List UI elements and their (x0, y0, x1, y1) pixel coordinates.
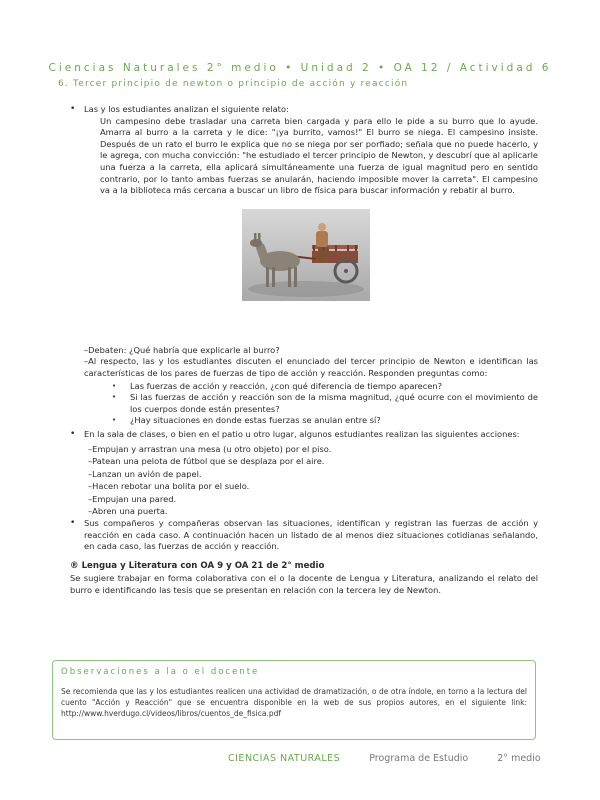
main-content (70, 104, 538, 597)
teacher-observations-box (52, 660, 536, 740)
debate-item: –Debaten: ¿Qué habría que explicarle al burro? (84, 344, 280, 355)
question-item: • Las fuerzas de acción y reacción, ¿con qué diferencia de tiempo aparecen? (112, 381, 538, 393)
observe-bullet: • Sus compañeros y compañeras observan las situaciones, identifican y registran las fuerzas de acción y reacción en cada caso. A continuación hacen un listado de al menos diez situaciones cotidianas señalando, en cada caso, las fuerzas de acción y reacción. (70, 518, 538, 553)
actions-bullet: • En la sala de clases, o bien en el patio u otro lugar, algunos estudiantes realizan las siguientes acciones: (70, 429, 538, 441)
observations-title: Observaciones a la o el docente (61, 667, 260, 677)
section-title: 6. Tercer principio de newton o principio de acción y reacción (58, 79, 409, 89)
question-item: • Si las fuerzas de acción y reacción son de la misma magnitud, ¿qué ocurre con el movimiento de los cuerpos donde están presentes? (112, 392, 538, 415)
action-item: –Empujan y arrastran una mesa (u otro objeto) por el piso. (88, 443, 332, 454)
footer-level: 2° medio (497, 753, 541, 764)
action-item: –Lanzan un avión de papel. (88, 468, 202, 479)
observations-text: Se recomienda que las y los estudiantes realicen una actividad de dramatización, o de otra índole, en torno a la lectura del cuento "Acción y Reacción" que se encuentra disponible en la web de sus propios autores, en el siguiente link: http://www.hverdugo.cl/videos/libros/cuentos_de_fisica.pdf (61, 687, 527, 718)
story-paragraph: Un campesino debe trasladar una carreta bien cargada y para ello le pide a su burro que lo ayude. Amarra al burro a la carreta y le dice: "¡ya burrito, vamos!" El burro se niega. El campesino insiste. Después de un rato el burro le explica que no se niega por ser porfiado; señala que no puede hacerlo, y le agrega, con mucha convicción: "he estudiado el tercer principio de Newton, y descubrí que al aplicarle una fuerza a la carreta, ella aplicará simultáneamente una fuerza de igual magnitud pero en sentido contrario, por lo tanto ambas fuerzas se anularán, haciendo imposible mover la carreta". El campesino va a la biblioteca más cercana a buscar un libro de física para buscar información y rebatir al burro. (100, 115, 538, 196)
discussion-item: –Al respecto, las y los estudiantes discuten el enunciado del tercer principio de Newton e identifican las características de los pares de fuerzas de tipo de acción y reacción. Responden preguntas como: (84, 356, 538, 378)
action-item: –Empujan una pared. (88, 493, 177, 504)
lengua-paragraph: Se sugiere trabajar en forma colaborativa con el o la docente de Lengua y Literatura, analizando el relato del burro e identificando las tesis que se presentan en relación con la tercera ley de Newton. (70, 573, 538, 596)
intro-bullet: • Las y los estudiantes analizan el siguiente relato: (70, 104, 538, 116)
action-item: –Patean una pelota de fútbol que se desplaza por el aire. (88, 456, 325, 467)
page-footer (228, 753, 567, 764)
action-item: –Abren una puerta. (88, 506, 168, 517)
question-item: • ¿Hay situaciones en donde estas fuerzas se anulan entre sí? (112, 415, 538, 427)
lengua-heading: ® Lengua y Literatura con OA 9 y OA 21 de 2° medio (70, 560, 325, 571)
question-list (112, 381, 538, 427)
action-item: –Hacen rebotar una bolita por el suelo. (88, 481, 250, 492)
page-header-title: Ciencias Naturales 2° medio • Unidad 2 • OA 12 / Actividad 6 (48, 62, 552, 74)
footer-program: Programa de Estudio (369, 753, 469, 764)
actions-list (88, 443, 538, 519)
debate-list (84, 345, 538, 380)
donkey-cart-illustration (242, 209, 370, 301)
footer-subject: CIENCIAS NATURALES (228, 753, 341, 764)
